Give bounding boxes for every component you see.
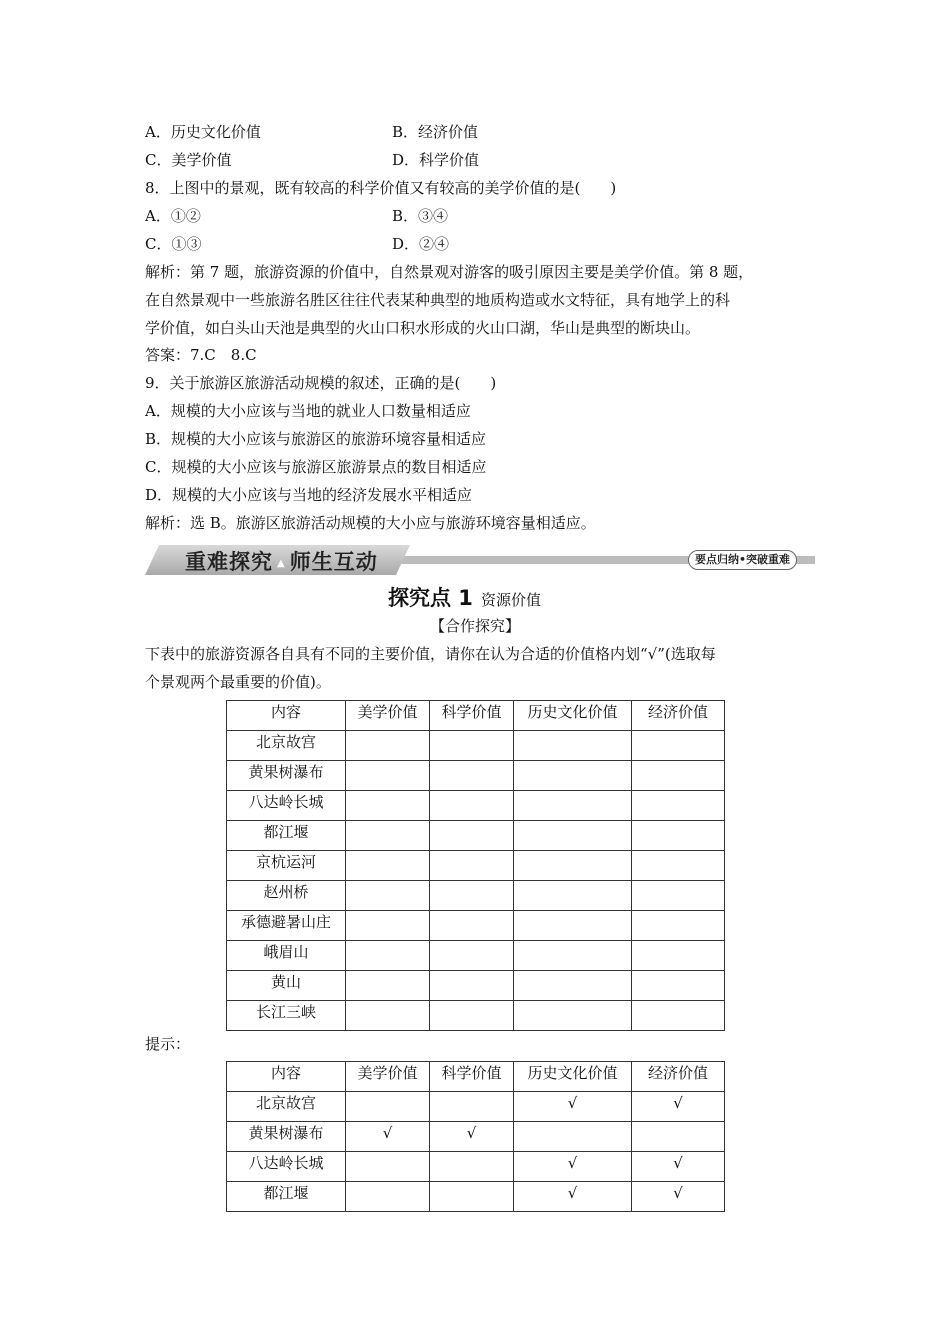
table-cell (632, 911, 725, 941)
value-table-blank (226, 700, 725, 1031)
table-row (227, 1092, 725, 1122)
table-header-cell: 经济价值 (632, 1062, 725, 1092)
table-row (227, 821, 725, 851)
table-cell (632, 971, 725, 1001)
table-cell (632, 881, 725, 911)
table-row (227, 851, 725, 881)
table-cell (346, 911, 430, 941)
table-cell (514, 971, 632, 1001)
table-row-label: 北京故宫 (227, 1092, 346, 1122)
table-row-label: 八达岭长城 (227, 791, 346, 821)
table-row (227, 1152, 725, 1182)
q9-option-a: A．规模的大小应该与当地的就业人口数量相适应 (145, 402, 471, 420)
table-cell (346, 971, 430, 1001)
q9-option-b: B．规模的大小应该与旅游区的旅游环境容量相适应 (145, 430, 487, 448)
q8-option-b: B．③④ (392, 207, 449, 225)
table-header-cell: 美学价值 (346, 701, 430, 731)
table-row-label: 黄果树瀑布 (227, 761, 346, 791)
q7-option-b: B．经济价值 (392, 123, 479, 141)
table-row-label: 京杭运河 (227, 851, 346, 881)
table-header-cell: 历史文化价值 (514, 701, 632, 731)
table-row-label: 赵州桥 (227, 881, 346, 911)
triangle-icon: ▲ (277, 557, 286, 569)
table-cell (346, 941, 430, 971)
q8-stem: 8．上图中的景观，既有较高的科学价值又有较高的美学价值的是( ) (145, 179, 617, 197)
table-cell (346, 791, 430, 821)
q8-option-d: D．②④ (392, 235, 450, 253)
table-row-label: 都江堰 (227, 1182, 346, 1212)
table-row-label: 长江三峡 (227, 1001, 346, 1031)
table-row (227, 971, 725, 1001)
table-cell (430, 881, 514, 911)
banner-title-left: 重难探究 (185, 550, 273, 574)
table-cell (430, 1182, 514, 1212)
q9-stem: 9．关于旅游区旅游活动规模的叙述，正确的是( ) (145, 374, 497, 392)
table-header-cell: 内容 (227, 701, 346, 731)
table-cell: √ (430, 1122, 514, 1152)
table-row (227, 1122, 725, 1152)
table-cell: √ (346, 1122, 430, 1152)
table-header-cell: 科学价值 (430, 1062, 514, 1092)
hint-label: 提示： (145, 1035, 191, 1053)
q9-option-c: C．规模的大小应该与旅游区旅游景点的数目相适应 (145, 458, 487, 476)
table-cell (514, 881, 632, 911)
table-cell (430, 1001, 514, 1031)
table-cell (430, 941, 514, 971)
table-row-label: 黄山 (227, 971, 346, 1001)
table-cell (632, 791, 725, 821)
table-cell (632, 941, 725, 971)
table-cell (514, 731, 632, 761)
table-cell (632, 1001, 725, 1031)
q9-analysis: 解析：选 B。旅游区旅游活动规模的大小应与旅游环境容量相适应。 (145, 514, 596, 532)
banner-title-right: 师生互动 (289, 550, 378, 574)
table-header-cell: 内容 (227, 1062, 346, 1092)
section-heading-main: 探究点 1 (388, 586, 473, 610)
table-row (227, 881, 725, 911)
table-cell (430, 1092, 514, 1122)
table-cell (430, 851, 514, 881)
analysis-line: 学价值，如白头山天池是典型的火山口积水形成的火山口湖，华山是典型的断块山。 (145, 319, 701, 337)
table-cell (346, 1001, 430, 1031)
table-cell (430, 911, 514, 941)
table-cell (346, 881, 430, 911)
table-cell (430, 791, 514, 821)
table-cell (346, 731, 430, 761)
table-cell: √ (632, 1092, 725, 1122)
table-row (227, 941, 725, 971)
table-cell (346, 821, 430, 851)
table-cell (430, 761, 514, 791)
table-header-cell: 美学价值 (346, 1062, 430, 1092)
table-cell (346, 1092, 430, 1122)
table-cell (632, 851, 725, 881)
intro-line: 下表中的旅游资源各自具有不同的主要价值，请你在认为合适的价值格内划“√”(选取每 (145, 645, 716, 663)
table-row-label: 都江堰 (227, 821, 346, 851)
table-cell: √ (632, 1182, 725, 1212)
table-cell (632, 731, 725, 761)
table-cell (514, 1122, 632, 1152)
table-header-cell: 历史文化价值 (514, 1062, 632, 1092)
table-cell (346, 761, 430, 791)
value-table-answer (226, 1061, 725, 1212)
table-cell (514, 911, 632, 941)
analysis-line: 解析：第 7 题，旅游资源的价值中，自然景观对游客的吸引原因主要是美学价值。第 8 题， (145, 263, 754, 281)
table-cell (430, 821, 514, 851)
table-row (227, 1182, 725, 1212)
table-row-label: 承德避暑山庄 (227, 911, 346, 941)
intro-line: 个景观两个最重要的价值)。 (145, 673, 331, 691)
table-row (227, 761, 725, 791)
table-row-label: 八达岭长城 (227, 1152, 346, 1182)
table-row-label: 北京故宫 (227, 731, 346, 761)
banner-title (185, 546, 378, 576)
answer-line: 答案：7.C 8.C (145, 346, 257, 364)
table-cell (346, 851, 430, 881)
table-cell (430, 1152, 514, 1182)
table-cell (346, 1152, 430, 1182)
table-cell (632, 761, 725, 791)
q8-option-c: C．①③ (145, 235, 202, 253)
table-cell (514, 851, 632, 881)
table-header-row (227, 701, 725, 731)
table-cell (346, 1182, 430, 1212)
table-row-label: 峨眉山 (227, 941, 346, 971)
table-header-cell: 经济价值 (632, 701, 725, 731)
table-cell: √ (514, 1182, 632, 1212)
table-header-row (227, 1062, 725, 1092)
subhead: 【合作探究】 (429, 617, 520, 635)
table-cell (632, 821, 725, 851)
table-row (227, 791, 725, 821)
table-cell (632, 1122, 725, 1152)
section-heading-sub: 资源价值 (480, 591, 541, 609)
analysis-line: 在自然景观中一些旅游名胜区往往代表某种典型的地质构造或水文特征，具有地学上的科 (145, 291, 731, 309)
table-cell (514, 821, 632, 851)
q7-option-d: D．科学价值 (392, 151, 480, 169)
q8-option-a: A．①② (145, 207, 201, 225)
table-cell (514, 941, 632, 971)
table-cell: √ (514, 1092, 632, 1122)
table-row (227, 1001, 725, 1031)
table-cell (430, 731, 514, 761)
table-cell: √ (514, 1152, 632, 1182)
table-cell (514, 761, 632, 791)
q9-option-d: D．规模的大小应该与当地的经济发展水平相适应 (145, 486, 473, 504)
q7-option-c: C．美学价值 (145, 151, 232, 169)
table-row (227, 731, 725, 761)
section-banner (145, 545, 815, 575)
table-cell (514, 791, 632, 821)
table-row-label: 黄果树瀑布 (227, 1122, 346, 1152)
table-cell (430, 971, 514, 1001)
table-cell (514, 1001, 632, 1031)
banner-tag: 要点归纳•突破重难 (688, 550, 797, 570)
table-row (227, 911, 725, 941)
section-heading (388, 582, 541, 612)
table-cell: √ (632, 1152, 725, 1182)
table-header-cell: 科学价值 (430, 701, 514, 731)
q7-option-a: A．历史文化价值 (145, 123, 261, 141)
